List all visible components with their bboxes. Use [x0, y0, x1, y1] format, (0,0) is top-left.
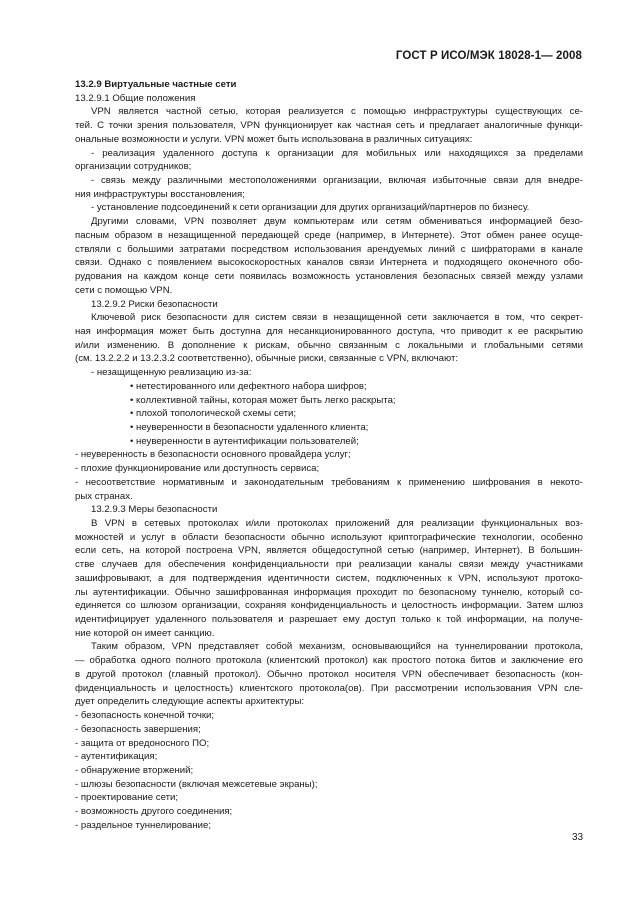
- standard-header: ГОСТ Р ИСО/МЭК 18028-1— 2008: [395, 50, 582, 62]
- list-item: - раздельное туннелирование;: [75, 819, 211, 831]
- list-item: - возможность другого соединения;: [75, 806, 233, 818]
- text-line: ствляли с большими затратами посредством использования арендуемых линий с шифраторами в канале: [75, 243, 583, 255]
- text-line: рых странах.: [75, 490, 133, 502]
- list-item: - шлюзы безопасности (включая межсетевые экраны);: [75, 778, 318, 790]
- text-line: сети с помощью VPN.: [75, 284, 173, 296]
- section-heading: 13.2.9 Виртуальные частные сети: [75, 79, 237, 90]
- text-line: тей. С точки зрения пользователя, VPN функционирует как частная сеть и предлагает аналогичные функци-: [75, 120, 583, 132]
- text-line: единяется со шлюзом организации, сохраняя конфиденциальность и целостность информации. Затем шлюз: [75, 600, 583, 612]
- list-item: - защита от вредоносного ПО;: [75, 737, 210, 749]
- text-line: если сеть, на которой построена VPN, является общедоступной сетью (например, Интернет). В большин-: [75, 545, 583, 557]
- list-item: - безопасность завершения;: [75, 723, 201, 735]
- text-line: связи. Однако с появлением высокоскоростных каналов связи Интернета и подходящего оконечного обо-: [75, 257, 583, 269]
- text-line: Другими словами, VPN позволяет двум компьютерам или сетям обмениваться информацией безо-: [91, 216, 583, 228]
- text-line: в другой протокол (главный протокол). Обычно протокол носителя VPN обеспечивает безопасность (кон-: [75, 668, 583, 680]
- bullet-item: • неуверенности в аутентификации пользователей;: [130, 435, 359, 447]
- subsection-heading: 13.2.9.2 Риски безопасности: [91, 298, 218, 310]
- list-item: - незащищенную реализацию из-за:: [91, 367, 252, 379]
- bullet-item: • неуверенности в безопасности удаленного клиента;: [130, 421, 369, 433]
- text-line: Ключевой риск безопасности для систем связи в незащищенной сети заключается в том, что секрет-: [91, 312, 583, 324]
- subsection-heading: 13.2.9.1 Общие положения: [75, 92, 196, 104]
- list-item: - безопасность конечной точки;: [75, 710, 215, 722]
- text-line: стве случаев для обеспечения конфиденциальности при реализации каналы связи между участниками: [75, 559, 583, 571]
- text-line: ние которой он имеет санкцию.: [75, 627, 215, 639]
- text-line: VPN является частной сетью, которая реализуется с помощью инфраструктуры существующих се-: [91, 106, 583, 118]
- bullet-item: • плохой топологической схемы сети;: [130, 408, 297, 420]
- list-item: - обнаружение вторжений;: [75, 764, 194, 776]
- list-item: - проектирование сети;: [75, 792, 179, 804]
- text-line: и/или изменению. В дополнение к рискам, обычно связанным с локальными и глобальными сетями: [75, 339, 583, 351]
- bullet-item: • нетестированного или дефектного набора шифров;: [130, 380, 367, 392]
- list-item: - аутентификация;: [75, 751, 158, 763]
- text-line: пасным образом в незащищенной передающей среде (например, в Интернете). Этот обмен ранее осуще-: [75, 229, 583, 241]
- text-line: организации сотрудников;: [75, 161, 192, 173]
- list-item: - неуверенность в безопасности основного провайдера услуг;: [75, 449, 351, 461]
- text-line: ния инфраструктуры восстановления;: [75, 188, 245, 200]
- text-line: можностей и услуг в области безопасности обычно используют криптографические технологии, особенно: [75, 531, 583, 543]
- text-line: ная информация может быть доступна для несанкционированного доступа, что приводит к ее раскрытию: [75, 325, 583, 337]
- bullet-item: • коллективной тайны, которая может быть легко раскрыта;: [130, 394, 396, 406]
- text-line: рудования на каждом конце сети появилась возможность установления безопасных связей между узлами: [75, 271, 583, 283]
- text-line: — обработка одного полного протокола (клиентский протокол) как простого потока битов и заключение его: [75, 655, 583, 667]
- subsection-heading: 13.2.9.3 Меры безопасности: [91, 504, 218, 516]
- text-line: зашифровывают, а для подтверждения идентичности систем, подключенных к VPN, используют протоко-: [75, 572, 583, 584]
- text-line: лы аутентификации. Обычно зашифрованная информация проходит по безопасному туннелю, который со-: [75, 586, 583, 598]
- list-item: - несоответствие нормативным и законодательным требованиям к применению шифрования в некото-: [75, 476, 583, 488]
- text-line: (см. 13.2.2.2 и 13.2.3.2 соответственно), обычные риски, связанные с VPN, включают:: [75, 353, 459, 365]
- page-number: 33: [572, 832, 584, 843]
- text-line: дует определить следующие аспекты архитектуры:: [75, 696, 305, 708]
- text-line: фиденциальность и целостность) клиентского протокола(ов). При рассмотрении использования VPN сле-: [75, 682, 583, 694]
- list-item: - реализация удаленного доступа к организации для мобильных или находящихся за пределами: [91, 147, 583, 159]
- text-line: ональные возможности и услуги. VPN может быть использована в различных ситуациях:: [75, 133, 473, 145]
- text-line: идентифицирует удаленного пользователя и разрешает ему доступ только к той информации, на получе-: [75, 614, 583, 626]
- text-line: В VPN в сетевых протоколах и/или протоколах приложений для реализации функциональных воз-: [91, 518, 583, 529]
- body-text: [75, 78, 583, 833]
- text-line: Таким образом, VPN представляет собой механизм, основывающийся на туннелировании протокола,: [91, 641, 583, 653]
- list-item: - плохие функционирование или доступность сервиса;: [75, 463, 320, 475]
- list-item: - установление подсоединений к сети организации для других организаций/партнеров по бизнесу.: [91, 202, 530, 214]
- list-item: - связь между различными местоположениями организации, включая избыточные связи для внедре-: [91, 175, 583, 187]
